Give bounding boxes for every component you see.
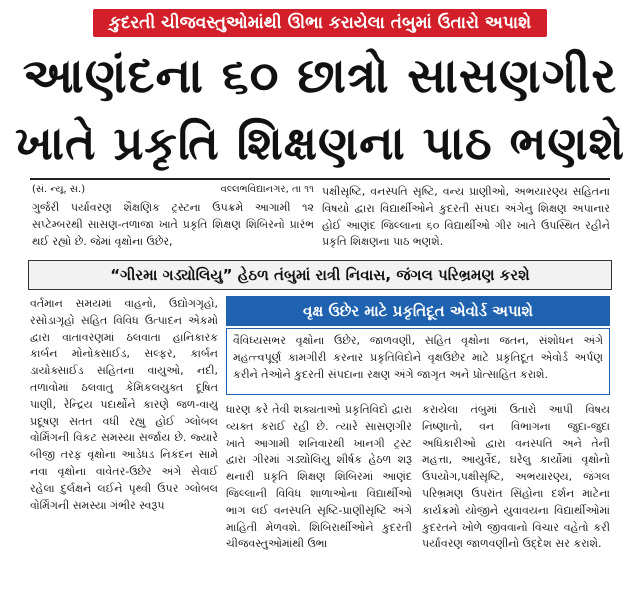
- headline-line-1: આણંદના ૬૦ છાત્રો સાસણગીર: [22, 48, 618, 104]
- headline-rule: [30, 178, 610, 180]
- award-title-text: વૃક્ષ ઉછેર માટે પ્રકૃતિદૂત એવોર્ડ અપાશે: [303, 302, 533, 320]
- award-box: [226, 328, 610, 395]
- kicker-text: કુદરતી ચીજવસ્તુઓમાંથી ઊભા કરાયેલા તંબુમાં ઉતારો અપાશે: [93, 9, 547, 37]
- intro-paragraph: ગુર્જરી પર્યાવરણ શૈક્ષણિક ટ્રસ્ટના ઉપક્રમે આગામી ૧૨ સપ્ટેમ્બરથી સાસણ-તળાજા ખાતે પ્રકૃતિ શિક્ષણ શિબિરનો પ્રારંભ થઈ રહ્યો છે. જેમાં વૃક્ષોના ઉછેર,: [32, 201, 314, 248]
- dateline: વલ્લભવિદ્યાનગર, તા ૧૧: [220, 184, 314, 195]
- headline-line-2: ખાતે પ્રકૃતિ શિક્ષણના પાઠ ભણશે: [14, 116, 626, 170]
- body-column-2: ધારણ કરે તેવી શક્યતાઓ પ્રકૃતિવિદો દ્વારા વ્યક્ત કરાઈ રહી છે. ત્યારે સાસણગીર ખાતે આગામી શનિવારથી ખાનગી ટ્રસ્ટ દ્વારા ગીરમાં ગડ્યોલિયુ શીર્ષક હેઠળ શરૂ થનારી પ્રકૃતિ શિક્ષણ શિબિરમાં આણંદ જિલ્લાની વિવિધ શાળાઓના વિદ્યાર્થીઓ ભાગ લઈ વનસ્પતિ સૃષ્ટિ-પ્રાણીસૃષ્ટિ અંગે માહિતી મેળવશે. શિબિરાર્થીઓને કુદરતી ચીજવસ્તુઓમાંથી ઉભા: [226, 403, 412, 551]
- award-title-banner: [226, 296, 610, 326]
- body-column-1: વર્તમાન સમયમાં વાહનો, ઉદ્યોગગૃહો, રસોડાગૃહો સહિત વિવિધ ઉત્પાદન એકમો દ્વારા વાતાવરણમાં ઠલવાતા હાનિકારક કાર્બન મોનોક્સાઈડ, સલ્ફર, કાર્બન ડાયોક્સાઈડ સહિતના વાયુઓ, નદી, તળાવોમાં ઠલવાતુ કેમિકલયુક્ત દૂષિત પાણી, રેન્દ્રિય પદાર્થોને કારણે જળ-વાયુ પ્રદૂષણ સતત વધી રહ્યુ હોઈ ગ્લોબલ વોર્મિંગની વિકટ સમસ્યા સર્જાય છે. જ્યારે બીજી તરફ વૃક્ષોના આડેધડ નિકંદન સામે નવા વૃક્ષોના વાવેતર-ઉછેર અંગે સેવાઈ રહેલા દુર્લક્ષને લઈને પૃથ્વી ઉપર ગ્લોબલ વોર્મિંગની સમસ્યા ગંભીર સ્વરૂપ: [30, 297, 218, 512]
- kicker-banner: [0, 6, 640, 40]
- subheading-text: “ગીરમા ગડ્યોલિયુ” હેઠળ તંબુમાં રાત્રી નિવાસ, જંગલ પરિભ્રમણ કરશે: [110, 266, 530, 284]
- intro-right-paragraph: પક્ષીસૃષ્ટિ, વનસ્પતિ સૃષ્ટિ, વન્ય પ્રાણીઓ, અભયારણ્ય સહિતના વિષયો દ્વારા વિદ્યાર્થીઓને કુદરતી સંપદા અંગેનુ શિક્ષણ અપાનાર હોઈ આણંદ જિલ્લાના ૬૦ વિદ્યાર્થીઓ ગીર ખાતે ઉપસ્થિત રહીને પ્રકૃતિ શિક્ષણના પાઠ ભણશે.: [322, 185, 610, 249]
- subheading-box: [28, 260, 612, 290]
- award-text: વૈવિધ્યસભર વૃક્ષોના ઉછેર, જાળવણી, સહિત વૃક્ષોના જતન, સંશોધન અંગે મહત્ત્વપૂર્ણ કામગીરી કરનાર પ્રકૃતિવિદોને વૃક્ષઉછેર માટે પ્રકૃતિદૂત એવોર્ડ અર્પણ કરીને તેઓને કુદરતી સંપદાના રક્ષણ અંગે જાગૃત અને પ્રોત્સાહિત કરાશે.: [233, 334, 603, 381]
- source-tag: (સં. ન્યૂ. સ.): [32, 184, 86, 195]
- body-column-3: કરાયેલા તંબુમાં ઉતારો આપી વિષય નિષ્ણાતો, વન વિભાગના જુદા-જુદા અધિકારીઓ દ્વારા વનસ્પતિ અને તેની મહત્તા, આયુર્વેદ, ઘરેલુ કાર્યોમાં વૃક્ષોનો ઉપયોગ,પક્ષીસૃષ્ટિ, અભયારણ્ય, જંગલ પરિભ્રમણ ઉપરાંત સિંહોના દર્શન માટેના કાર્યક્રમો યોજીને યુવાવયના વિદ્યાર્થીઓમાં કુદરતને ખોળે જીવવાનો વિચાર વહેતો કરી પર્યાવરણ જાળવણીનો ઉદ્દેશ સર કરાશે.: [422, 403, 610, 551]
